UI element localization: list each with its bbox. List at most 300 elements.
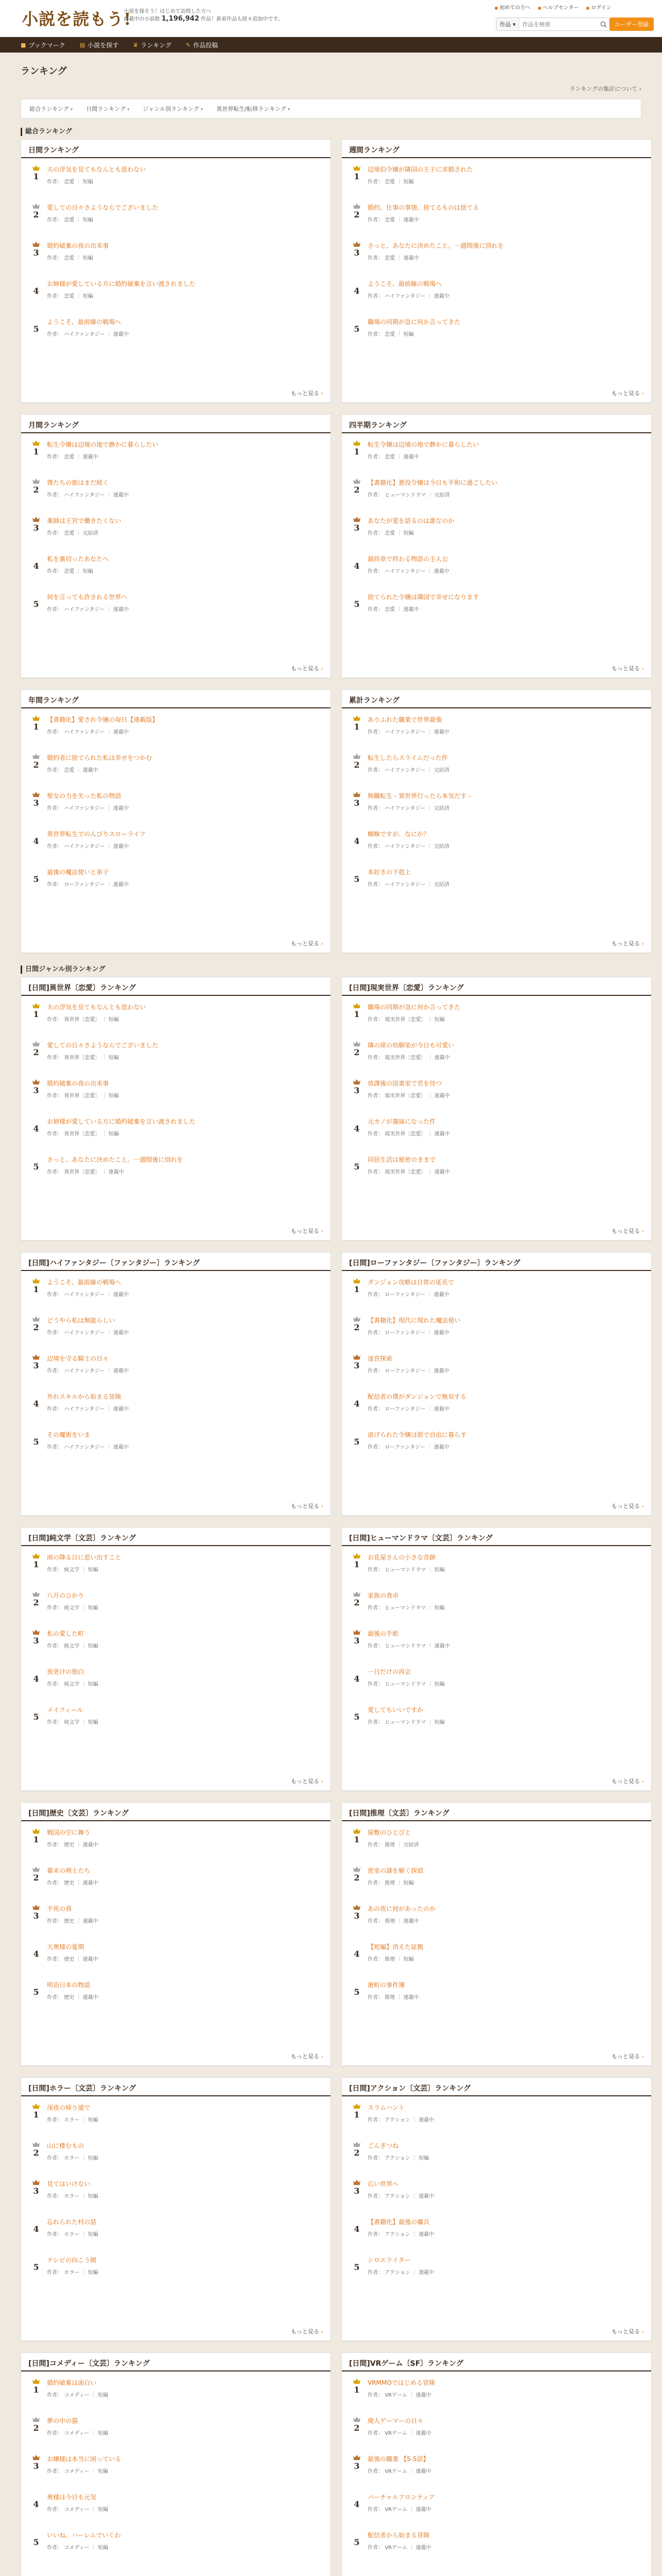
novel-title-link[interactable]: 職場の同期が急に何か言ってきた bbox=[368, 318, 461, 326]
novel-title-link[interactable]: 本好きの下剋上 bbox=[368, 869, 411, 876]
tab-daily[interactable]: 日間ランキング ▾ bbox=[86, 105, 129, 113]
novel-title-link[interactable]: 見てはいけない bbox=[47, 2180, 91, 2188]
ranking-card-title: 週間ランキング bbox=[342, 140, 651, 158]
genre-label[interactable]: ハイファンタジー bbox=[64, 806, 105, 811]
rank-badge bbox=[29, 1905, 43, 1921]
genre-label[interactable]: ヒューマンドラマ bbox=[385, 1643, 426, 1649]
novel-meta bbox=[47, 1091, 322, 1099]
genre-label[interactable]: ヒューマンドラマ bbox=[385, 1605, 426, 1611]
novel-title-link[interactable]: 深夜の帰り道で bbox=[47, 2104, 91, 2111]
rank-badge bbox=[29, 1668, 43, 1684]
author-label: 作者： bbox=[47, 2431, 62, 2436]
novel-title-link[interactable]: 転生令嬢は辺境の地で静かに暮らしたい bbox=[47, 441, 159, 448]
novel-title-link[interactable]: 【書籍化】最強の傭兵 bbox=[368, 2218, 430, 2226]
status-label: 連載中 bbox=[113, 882, 129, 888]
novel-title-link[interactable]: 愛してもいいですか bbox=[368, 1706, 424, 1714]
novel-title-link[interactable]: 一日だけの再会 bbox=[368, 1668, 411, 1675]
genre-label[interactable]: 異世界〔恋愛〕 bbox=[64, 1017, 101, 1023]
novel-title-link[interactable]: 最終章で終わる物語の主人公 bbox=[368, 555, 449, 563]
tagline-line-2: 掲載中の小説数 bbox=[124, 16, 160, 22]
meta-separator: ｜ bbox=[105, 607, 113, 613]
more-link[interactable]: もっと見る › bbox=[611, 2327, 644, 2335]
genre-label[interactable]: 歴史 bbox=[64, 1919, 75, 1924]
novel-meta bbox=[368, 2505, 643, 2513]
genre-label[interactable]: 恋愛 bbox=[64, 294, 75, 299]
genre-label[interactable]: ハイファンタジー bbox=[64, 1368, 105, 1374]
novel-title-link[interactable]: 配信者から始まる冒険 bbox=[368, 2532, 430, 2539]
novel-title-link[interactable]: 最後の手紙 bbox=[368, 1630, 399, 1637]
novel-meta bbox=[47, 292, 322, 299]
genre-label[interactable]: アクション bbox=[385, 2232, 410, 2238]
rank-badge bbox=[350, 165, 363, 181]
ranking-list bbox=[21, 1271, 330, 1467]
ranking-item-body bbox=[43, 1706, 322, 1725]
novel-meta bbox=[368, 1366, 643, 1374]
main-content bbox=[21, 53, 641, 2576]
genre-label[interactable]: ヒューマンドラマ bbox=[385, 1682, 426, 1687]
nav-ranking[interactable] bbox=[133, 41, 172, 49]
genre-label[interactable]: アクション bbox=[385, 2117, 410, 2123]
util-link-login[interactable]: ● ログイン bbox=[586, 3, 611, 11]
novel-title-link[interactable]: その魔術をいま bbox=[47, 1431, 91, 1438]
status-label: 連載中 bbox=[113, 1406, 129, 1412]
novel-title-link[interactable]: 忘れられた村の話 bbox=[47, 2218, 97, 2226]
novel-title-link[interactable]: 最強の職業 【5-5話】 bbox=[368, 2455, 429, 2463]
genre-label[interactable]: ハイファンタジー bbox=[385, 806, 426, 811]
novel-title-link[interactable]: 家族の食卓 bbox=[368, 1592, 399, 1599]
genre-label[interactable]: 恋愛 bbox=[385, 256, 395, 261]
genre-label[interactable]: アクション bbox=[385, 2194, 410, 2199]
genre-label[interactable]: 現実世界〔恋愛〕 bbox=[385, 1170, 426, 1175]
novel-title-link[interactable]: 八月のひかり bbox=[47, 1592, 85, 1599]
novel-title-link[interactable]: さっと、あなたに決めたこと。一週間後に別れを bbox=[47, 1156, 184, 1163]
genre-label[interactable]: ハイファンタジー bbox=[64, 844, 105, 850]
search-input[interactable] bbox=[519, 18, 597, 30]
crown-icon bbox=[32, 1278, 40, 1283]
novel-title-link[interactable]: ようこそ、最前線の戦場へ bbox=[47, 1279, 121, 1286]
genre-label[interactable]: 推理 bbox=[385, 1957, 395, 1962]
genre-label[interactable]: VRゲーム bbox=[385, 2507, 407, 2513]
novel-meta bbox=[47, 1680, 322, 1687]
author-label: 作者： bbox=[47, 1682, 62, 1687]
novel-title-link[interactable]: 奥様は今日も元気 bbox=[47, 2494, 97, 2501]
genre-label[interactable]: コメディー bbox=[64, 2393, 90, 2398]
novel-title-link[interactable]: 最後の魔法使いと弟子 bbox=[47, 869, 109, 876]
novel-title-link[interactable]: 無職転生 - 異世界行ったら本気だす - bbox=[368, 792, 471, 800]
genre-label[interactable]: 恋愛 bbox=[64, 454, 75, 460]
novel-title-link[interactable]: 夜更けの独白 bbox=[47, 1668, 85, 1675]
genre-label[interactable]: 歴史 bbox=[64, 1880, 75, 1886]
novel-title-link[interactable]: 密室の謎を解く探偵 bbox=[368, 1867, 424, 1874]
genre-label[interactable]: ハイファンタジー bbox=[385, 768, 426, 773]
genre-label[interactable]: 恋愛 bbox=[64, 531, 75, 536]
section-title: 総合ランキング bbox=[21, 128, 641, 136]
ranking-item bbox=[29, 1391, 322, 1429]
more-link[interactable]: もっと見る › bbox=[611, 389, 644, 397]
tagline-line-3: 作品！新着作品も続々追加中です。 bbox=[201, 16, 283, 22]
novel-meta bbox=[368, 2115, 643, 2123]
rank-badge bbox=[350, 1828, 363, 1844]
rank-number: 4 bbox=[33, 2224, 39, 2234]
genre-label[interactable]: ヒューマンドラマ bbox=[385, 493, 426, 498]
genre-label[interactable]: VRゲーム bbox=[385, 2469, 407, 2475]
novel-title-link[interactable]: ありふれた職業で世界最強 bbox=[368, 716, 442, 723]
tab-isekai[interactable]: 異世界転生/転移ランキング ▾ bbox=[217, 105, 290, 113]
genre-label[interactable]: ホラー bbox=[64, 2194, 80, 2199]
novel-title-link[interactable]: 職場の同期が急に何か言ってきた bbox=[368, 1004, 461, 1011]
ranking-card-title: [日間]ローファンタジー〔ファンタジー〕ランキング bbox=[342, 1252, 651, 1271]
genre-label[interactable]: ローファンタジー bbox=[64, 882, 105, 888]
genre-label[interactable]: ホラー bbox=[64, 2156, 80, 2161]
novel-title-link[interactable]: さっと、あなたに決めたこと。一週間後に別れを bbox=[368, 242, 504, 249]
novel-title-link[interactable]: 婚約破棄の夜の出来事 bbox=[47, 242, 109, 249]
rank-badge bbox=[29, 1117, 43, 1133]
novel-title-link[interactable]: 同居生活は秘密のままで bbox=[368, 1156, 436, 1163]
genre-label[interactable]: 推理 bbox=[385, 1919, 395, 1924]
rank-number: 4 bbox=[33, 1949, 39, 1959]
novel-title-link[interactable]: お嬢様は本当に困っている bbox=[47, 2455, 122, 2463]
novel-title-link[interactable]: 辺境伯令嬢が隣国の王子に求婚された bbox=[368, 166, 473, 173]
ranking-item-body bbox=[43, 1393, 322, 1412]
genre-label[interactable]: コメディー bbox=[64, 2507, 90, 2513]
novel-title-link[interactable]: 幕末の剣士たち bbox=[47, 1867, 91, 1874]
ranking-item bbox=[29, 1429, 322, 1467]
genre-label[interactable]: ローファンタジー bbox=[385, 1368, 426, 1374]
genre-label[interactable]: 恋愛 bbox=[385, 531, 395, 536]
genre-label[interactable]: ハイファンタジー bbox=[385, 882, 426, 888]
meta-separator: ｜ bbox=[407, 2507, 416, 2513]
novel-title-link[interactable]: 婚約破棄は面白い bbox=[47, 2379, 97, 2386]
novel-title-link[interactable]: スラムハント bbox=[368, 2104, 405, 2111]
genre-label[interactable]: ハイファンタジー bbox=[385, 844, 426, 850]
ranking-item-body bbox=[363, 1668, 643, 1687]
novel-title-link[interactable]: 蜘蛛ですが、なにか？ bbox=[368, 831, 430, 838]
novel-title-link[interactable]: 婚約、仕事の事情、捨てるものは捨てる bbox=[368, 204, 479, 211]
novel-title-link[interactable]: 私を裏切ったあなたへ bbox=[47, 555, 109, 563]
novel-title-link[interactable]: いいね、ハーレムでいくわ bbox=[47, 2532, 121, 2539]
genre-label[interactable]: 純文学 bbox=[64, 1567, 80, 1573]
novel-meta bbox=[47, 1917, 322, 1924]
genre-label[interactable]: 推理 bbox=[385, 1995, 395, 2001]
genre-label[interactable]: 純文学 bbox=[64, 1643, 80, 1649]
genre-label[interactable]: 現実世界〔恋愛〕 bbox=[385, 1093, 426, 1099]
novel-title-link[interactable]: お花屋さんの小さな奇跡 bbox=[368, 1554, 436, 1561]
search-icon[interactable] bbox=[597, 18, 610, 30]
ranking-item-body bbox=[363, 1905, 643, 1924]
site-logo[interactable] bbox=[22, 6, 131, 30]
ranking-list bbox=[342, 158, 651, 354]
novel-title-link[interactable]: 外れスキルから始まる冒険 bbox=[47, 1393, 121, 1400]
ranking-list bbox=[342, 433, 651, 629]
novel-title-link[interactable]: 愛しての日々さようならでございました bbox=[47, 204, 158, 211]
crown-icon: ♛ bbox=[133, 41, 138, 48]
novel-title-link[interactable]: 転生令嬢は辺境の地で静かに暮らしたい bbox=[368, 441, 479, 448]
genre-label[interactable]: 恋愛 bbox=[385, 332, 395, 337]
more-link[interactable]: もっと見る › bbox=[611, 1502, 644, 1510]
genre-label[interactable]: 恋愛 bbox=[64, 217, 75, 223]
novel-title-link[interactable]: 愛しての日々さようならでございました bbox=[47, 1042, 158, 1049]
meta-separator: ｜ bbox=[395, 1995, 404, 2001]
genre-label[interactable]: 恋愛 bbox=[64, 569, 75, 574]
genre-label[interactable]: 歴史 bbox=[64, 1995, 75, 2001]
genre-label[interactable]: ハイファンタジー bbox=[64, 493, 105, 498]
more-link[interactable]: もっと見る › bbox=[291, 1502, 323, 1510]
genre-label[interactable]: アクション bbox=[385, 2270, 410, 2276]
genre-label[interactable]: 恋愛 bbox=[385, 607, 395, 613]
novel-title-link[interactable]: バーチャルフロンティア bbox=[368, 2494, 435, 2501]
nav-post[interactable] bbox=[186, 41, 218, 49]
more-link[interactable]: もっと見る › bbox=[611, 939, 644, 947]
novel-title-link[interactable]: 【書籍化】悪役令嬢は今日も平和に過ごしたい bbox=[368, 479, 498, 486]
rank-badge bbox=[350, 1278, 363, 1294]
genre-label[interactable]: 純文学 bbox=[64, 1720, 80, 1725]
meta-separator: ｜ bbox=[105, 1292, 113, 1298]
genre-label[interactable]: ハイファンタジー bbox=[64, 1406, 105, 1412]
rank-badge bbox=[350, 2531, 363, 2547]
ranking-item bbox=[350, 1826, 643, 1865]
novel-title-link[interactable]: 広い世界へ bbox=[368, 2180, 399, 2188]
genre-label[interactable]: 純文学 bbox=[64, 1605, 80, 1611]
novel-title-link[interactable]: 港町の事件簿 bbox=[368, 1981, 405, 1989]
novel-title-link[interactable]: 婚約者に捨てられた私は幸せをつかむ bbox=[47, 754, 153, 761]
genre-label[interactable]: 恋愛 bbox=[64, 768, 75, 773]
genre-label[interactable]: VRゲーム bbox=[385, 2431, 407, 2436]
crown-icon bbox=[353, 1867, 360, 1872]
rank-number: 1 bbox=[354, 1560, 360, 1569]
novel-title-link[interactable]: 虐げられた令嬢は街で自由に暮らす bbox=[368, 1431, 467, 1438]
nav-bookmark[interactable] bbox=[21, 41, 65, 49]
search-type-select[interactable]: 作品 ▾ bbox=[496, 18, 519, 30]
genre-label[interactable]: 異世界〔恋愛〕 bbox=[64, 1131, 101, 1137]
novel-title-link[interactable]: VRMMOではじめる冒険 bbox=[368, 2379, 435, 2386]
genre-label[interactable]: VRゲーム bbox=[385, 2545, 407, 2551]
author-label: 作者： bbox=[368, 1330, 383, 1336]
genre-label[interactable]: ハイファンタジー bbox=[64, 332, 105, 337]
novel-title-link[interactable]: シロエライター bbox=[368, 2257, 411, 2264]
genre-label[interactable]: ヒューマンドラマ bbox=[385, 1567, 426, 1573]
genre-label[interactable]: 現実世界〔恋愛〕 bbox=[385, 1055, 426, 1061]
rank-number: 2 bbox=[33, 1598, 39, 1607]
novel-title-link[interactable]: 元カノが義妹になった件 bbox=[368, 1118, 436, 1125]
genre-label[interactable]: ハイファンタジー bbox=[385, 294, 426, 299]
ranking-grid bbox=[21, 977, 641, 2576]
genre-label[interactable]: 恋愛 bbox=[64, 256, 75, 261]
rank-number: 4 bbox=[33, 1674, 39, 1684]
novel-title-link[interactable]: メイフィール bbox=[47, 1706, 84, 1714]
genre-label[interactable]: 異世界〔恋愛〕 bbox=[64, 1055, 101, 1061]
novel-title-link[interactable]: 明治日本の物語 bbox=[47, 1981, 91, 1989]
novel-meta bbox=[368, 1290, 643, 1298]
genre-label[interactable]: ローファンタジー bbox=[385, 1330, 426, 1336]
genre-label[interactable]: 恋愛 bbox=[385, 217, 395, 223]
meta-separator: ｜ bbox=[425, 1445, 434, 1450]
novel-title-link[interactable]: 辺境を守る騎士の日々 bbox=[47, 1355, 109, 1362]
status-label: 連載中 bbox=[419, 2194, 435, 2199]
rank-badge bbox=[29, 792, 43, 808]
util-link-first-visit[interactable]: ● 初めての方へ bbox=[494, 3, 531, 11]
more-link[interactable]: もっと見る › bbox=[291, 664, 323, 672]
novel-title-link[interactable]: 迷宮探索 bbox=[368, 1355, 393, 1362]
genre-label[interactable]: ハイファンタジー bbox=[64, 1330, 105, 1336]
genre-label[interactable]: 恋愛 bbox=[64, 179, 75, 185]
genre-label[interactable]: ローファンタジー bbox=[385, 1406, 426, 1412]
novel-title-link[interactable]: 夢の中の猫 bbox=[47, 2417, 78, 2425]
genre-label[interactable]: ホラー bbox=[64, 2270, 80, 2276]
author-label: 作者： bbox=[368, 1682, 383, 1687]
rank-number: 2 bbox=[33, 1323, 39, 1332]
author-label: 作者： bbox=[368, 882, 383, 888]
rank-number: 3 bbox=[354, 798, 360, 808]
more-link[interactable]: もっと見る › bbox=[611, 1777, 644, 1785]
author-label: 作者： bbox=[47, 531, 62, 536]
novel-title-link[interactable]: ダンジョン攻略は日常の延長で bbox=[368, 1279, 454, 1286]
rank-number: 3 bbox=[354, 2461, 360, 2471]
more-link[interactable]: もっと見る › bbox=[291, 1777, 323, 1785]
author-label: 作者： bbox=[47, 730, 62, 735]
novel-title-link[interactable]: 薬師は王宮で働きたくない bbox=[47, 517, 122, 524]
genre-label[interactable]: 推理 bbox=[385, 1842, 395, 1848]
novel-title-link[interactable]: ごんぎつね bbox=[368, 2142, 399, 2149]
ranking-item-body bbox=[43, 1943, 322, 1962]
more-link[interactable]: もっと見る › bbox=[291, 2327, 323, 2335]
rank-number: 2 bbox=[354, 1598, 360, 1607]
novel-title-link[interactable]: 屋敷のひとびと bbox=[368, 1829, 411, 1836]
genre-label[interactable]: ローファンタジー bbox=[385, 1292, 426, 1298]
genre-label[interactable]: 現実世界〔恋愛〕 bbox=[385, 1017, 426, 1023]
novel-title-link[interactable]: 配信者の僕がダンジョンで無双する bbox=[368, 1393, 467, 1400]
genre-label[interactable]: 異世界〔恋愛〕 bbox=[64, 1093, 101, 1099]
novel-title-link[interactable]: ようこそ、最前線の戦場へ bbox=[47, 318, 121, 326]
genre-label[interactable]: ローファンタジー bbox=[385, 1445, 426, 1450]
util-link-help[interactable]: ● ヘルプセンター bbox=[538, 3, 578, 11]
genre-label[interactable]: ハイファンタジー bbox=[64, 1292, 105, 1298]
more-link[interactable]: もっと見る › bbox=[291, 939, 323, 947]
more-link[interactable]: もっと見る › bbox=[611, 664, 644, 672]
ranking-item bbox=[350, 316, 643, 354]
genre-label[interactable]: 純文学 bbox=[64, 1682, 80, 1687]
genre-label[interactable]: コメディー bbox=[64, 2469, 90, 2475]
genre-label[interactable]: コメディー bbox=[64, 2545, 90, 2551]
novel-title-link[interactable]: 不死の将 bbox=[47, 1905, 72, 1912]
genre-label[interactable]: 現実世界〔恋愛〕 bbox=[385, 1131, 426, 1137]
novel-title-link[interactable]: 何を言っても許される世界へ bbox=[47, 594, 128, 601]
novel-title-link[interactable]: ようこそ、最前線の戦場へ bbox=[368, 280, 442, 287]
novel-title-link[interactable]: テレビの向こう側 bbox=[47, 2257, 96, 2264]
ranking-item-body bbox=[43, 440, 322, 460]
genre-label[interactable]: 恋愛 bbox=[385, 454, 395, 460]
more-link[interactable]: もっと見る › bbox=[291, 2052, 323, 2060]
genre-label[interactable]: ハイファンタジー bbox=[385, 730, 426, 735]
more-link[interactable]: もっと見る › bbox=[291, 1227, 323, 1235]
nav-search-novels[interactable] bbox=[80, 41, 119, 49]
ranking-item-body bbox=[43, 318, 322, 337]
user-register-button[interactable] bbox=[609, 18, 654, 31]
meta-separator: ｜ bbox=[79, 2194, 88, 2199]
novel-title-link[interactable]: 転生したらスライムだった件 bbox=[368, 754, 448, 761]
genre-label[interactable]: ハイファンタジー bbox=[64, 607, 105, 613]
tab-genre[interactable]: ジャンル別ランキング ▾ bbox=[143, 105, 203, 113]
author-label: 作者： bbox=[368, 2507, 383, 2513]
genre-label[interactable]: ホラー bbox=[64, 2117, 80, 2123]
novel-title-link[interactable]: 夫の浮気を見てもなんとも思わない bbox=[47, 166, 146, 173]
ranking-help-link[interactable] bbox=[21, 82, 641, 99]
ranking-item-body bbox=[363, 754, 643, 773]
genre-label[interactable]: 恋愛 bbox=[385, 179, 395, 185]
novel-title-link[interactable]: 捨てられた令嬢は隣国で幸せになります bbox=[368, 594, 479, 601]
ranking-item-body bbox=[43, 1553, 322, 1573]
novel-title-link[interactable]: 異世界転生でのんびりスローライフ bbox=[47, 831, 146, 838]
novel-title-link[interactable]: 私の愛した町 bbox=[47, 1630, 85, 1637]
tab-overall[interactable]: 総合ランキング ▾ bbox=[29, 105, 73, 113]
novel-title-link[interactable]: 山に棲むもの bbox=[47, 2142, 85, 2149]
novel-title-link[interactable]: 【書籍化】現代に現れた魔法使い bbox=[368, 1317, 461, 1324]
genre-label[interactable]: アクション bbox=[385, 2156, 410, 2161]
genre-label[interactable]: 歴史 bbox=[64, 1957, 75, 1962]
novel-title-link[interactable]: 廃人ゲーマーの日々 bbox=[368, 2417, 424, 2425]
genre-label[interactable]: 異世界〔恋愛〕 bbox=[64, 1170, 101, 1175]
novel-title-link[interactable]: 雨の降る日に思い出すこと bbox=[47, 1554, 122, 1561]
novel-title-link[interactable]: 聖女の力を失った私の物語 bbox=[47, 792, 122, 800]
novel-title-link[interactable]: 夫の浮気を見てもなんとも思わない bbox=[47, 1004, 146, 1011]
genre-label[interactable]: ハイファンタジー bbox=[64, 730, 105, 735]
meta-separator: ｜ bbox=[105, 493, 113, 498]
ranking-item-body bbox=[363, 242, 643, 261]
novel-meta bbox=[368, 1955, 643, 1962]
status-label: 連載中 bbox=[434, 1445, 450, 1450]
rank-number: 4 bbox=[33, 561, 39, 571]
novel-title-link[interactable]: あなたが愛を語るのは誰なのか bbox=[368, 517, 455, 524]
ranking-item-body bbox=[43, 1041, 322, 1061]
novel-title-link[interactable]: 【短編】消えた証拠 bbox=[368, 1943, 424, 1951]
novel-title-link[interactable]: 僕たちの旅はまだ続く bbox=[47, 479, 109, 486]
novel-meta bbox=[368, 727, 643, 735]
crown-icon bbox=[353, 1316, 360, 1321]
ranking-card bbox=[341, 1527, 652, 1791]
more-link[interactable]: もっと見る › bbox=[611, 1227, 644, 1235]
author-label: 作者： bbox=[47, 2194, 62, 2199]
novel-title-link[interactable]: お姉様が愛している方に婚約破棄を言い渡されました bbox=[47, 1118, 196, 1125]
rank-badge bbox=[350, 1003, 363, 1019]
novel-title-link[interactable]: あの夜に何があったのか bbox=[368, 1905, 436, 1912]
more-link[interactable]: もっと見る › bbox=[291, 389, 323, 397]
genre-label[interactable]: ハイファンタジー bbox=[64, 1445, 105, 1450]
novel-title-link[interactable]: 【書籍化】愛され令嬢の毎日【連載版】 bbox=[47, 716, 159, 723]
genre-label[interactable]: ハイファンタジー bbox=[385, 569, 426, 574]
genre-label[interactable]: ヒューマンドラマ bbox=[385, 1720, 426, 1725]
novel-title-link[interactable]: 戦国の空に舞う bbox=[47, 1829, 91, 1836]
novel-title-link[interactable]: どうやら私は無能らしい bbox=[47, 1317, 115, 1324]
novel-title-link[interactable]: 隣の席の幼馴染が今日も可愛い bbox=[368, 1042, 455, 1049]
rank-number: 3 bbox=[33, 248, 39, 258]
crown-icon bbox=[32, 479, 40, 484]
more-link[interactable]: もっと見る › bbox=[611, 2052, 644, 2060]
genre-label[interactable]: コメディー bbox=[64, 2431, 90, 2436]
author-label: 作者： bbox=[368, 2232, 383, 2238]
novel-title-link[interactable]: お姉様が愛している方に婚約破棄を言い渡されました bbox=[47, 280, 196, 287]
genre-label[interactable]: ホラー bbox=[64, 2232, 80, 2238]
genre-label[interactable]: 歴史 bbox=[64, 1842, 75, 1848]
novel-title-link[interactable]: 大奥様の夏期 bbox=[47, 1943, 85, 1951]
genre-label[interactable]: VRゲーム bbox=[385, 2393, 407, 2398]
novel-title-link[interactable]: 放課後の図書室で君を待つ bbox=[368, 1080, 442, 1087]
ranking-card bbox=[21, 2077, 331, 2341]
novel-title-link[interactable]: 婚約破棄の夜の出来事 bbox=[47, 1080, 109, 1087]
meta-separator: ｜ bbox=[105, 1406, 113, 1412]
status-label: 連載中 bbox=[113, 1368, 129, 1374]
genre-label[interactable]: 推理 bbox=[385, 1880, 395, 1886]
ranking-item bbox=[350, 2140, 643, 2178]
rank-number: 4 bbox=[33, 1399, 39, 1409]
